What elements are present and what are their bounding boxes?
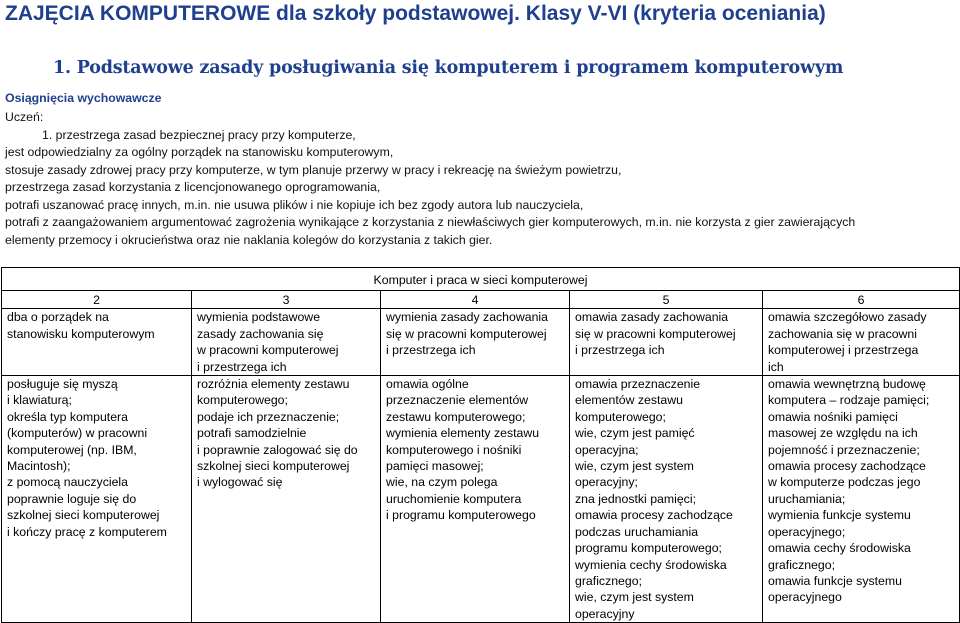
cell-line: graficznego; <box>768 557 835 572</box>
cell-line: zestawu komputerowego; <box>386 409 526 424</box>
grade-header: 6 <box>763 291 960 309</box>
cell-line: pojemność i przeznaczenie; <box>768 442 920 457</box>
cell-line: i przestrzega ich <box>197 359 287 374</box>
achievement-line: 1. przestrzega zasad bezpiecznej pracy przy komputerze, <box>42 127 356 142</box>
document-title: ZAJĘCIA KOMPUTEROWE dla szkoły podstawowej. Klasy V-VI (kryteria oceniania) <box>5 2 826 25</box>
cell-line: i programu komputerowego <box>386 508 536 523</box>
cell-line: potrafi samodzielnie <box>197 426 307 441</box>
cell-line: wymienia zasady zachowania <box>386 310 548 325</box>
achievement-line: potrafi z zaangażowaniem argumentować zagrożenia wynikające z korzystania z niewłaściwych gier komputerowych, m.in. nie korzysta z gier zawierających <box>5 215 856 229</box>
cell-line: z pomocą nauczyciela <box>7 475 128 490</box>
cell-line: wymienia podstawowe <box>197 310 321 325</box>
achievement-line: potrafi uszanować pracę innych, m.in. nie usuwa plików i nie kopiuje ich bez zgody autora lub nauczyciela, <box>5 197 584 212</box>
cell-line: wie, czym jest pamięć <box>575 426 695 441</box>
cell-line: omawia procesy zachodzące <box>768 459 926 474</box>
cell-line: uruchomienie komputera <box>386 491 522 506</box>
cell-line: wie, czym jest system <box>575 590 694 605</box>
cell-line: w komputerze podczas jego <box>768 475 921 490</box>
achievement-line: przestrzega zasad korzystania z licencjonowanego oprogramowania, <box>5 180 381 194</box>
cell-line: (komputerów) w pracowni <box>7 426 148 441</box>
cell-line: się w pracowni komputerowej <box>575 326 736 341</box>
grade-header: 3 <box>192 291 381 309</box>
cell-line: szkolnej sieci komputerowej <box>197 459 350 474</box>
cell-line: omawia ogólne <box>386 377 469 392</box>
cell-line: komputera – rodzaje pamięci; <box>768 393 930 408</box>
cell-line: elementów zestawu <box>575 393 683 408</box>
cell-line: operacyjny <box>575 606 635 621</box>
table-title: Komputer i praca w sieci komputerowej <box>2 268 960 291</box>
table-cell <box>570 309 763 376</box>
achievement-list <box>5 109 855 249</box>
criteria-table <box>1 267 960 623</box>
cell-line: szkolnej sieci komputerowej <box>7 508 160 523</box>
cell-line: wie, na czym polega <box>386 475 498 490</box>
section-heading: 1. Podstawowe zasady posługiwania się komputerem i programem komputerowym <box>53 58 844 78</box>
cell-line: komputerowego; <box>197 393 288 408</box>
achievements-heading: Osiągnięcia wychowawcze <box>5 91 162 105</box>
cell-line: operacyjna; <box>575 442 639 457</box>
cell-line: i kończy pracę z komputerem <box>7 524 167 539</box>
cell-line: operacyjny; <box>575 475 638 490</box>
cell-line: zna jednostki pamięci; <box>575 491 696 506</box>
cell-line: uruchamiania; <box>768 491 846 506</box>
cell-line: omawia zasady zachowania <box>575 310 729 325</box>
cell-line: masowej ze względu na ich <box>768 426 918 441</box>
table-cell <box>763 309 960 376</box>
cell-line: operacyjnego; <box>768 524 846 539</box>
cell-line: Macintosh); <box>7 459 71 474</box>
achievement-line: stosuje zasady zdrowej pracy przy komputerze, w tym planuje przerwy w pracy i rekreację na świeżym powietrzu, <box>5 162 622 177</box>
cell-line: poprawnie loguje się do <box>7 491 137 506</box>
achievement-line: elementy przemocy i okrucieństwa oraz nie naklania kolegów do korzystania z takich gier. <box>5 232 493 247</box>
cell-line: dba o porządek na <box>7 310 109 325</box>
cell-line: i przestrzega ich <box>575 343 665 358</box>
cell-line: określa typ komputera <box>7 409 128 424</box>
cell-line: omawia wewnętrzną budowę <box>768 377 926 392</box>
cell-line: wie, czym jest system <box>575 459 694 474</box>
cell-line: i klawiaturą; <box>7 393 72 408</box>
table-cell <box>192 376 381 623</box>
cell-line: komputerowego; <box>575 409 666 424</box>
table-cell <box>192 309 381 376</box>
cell-line: zachowania się w pracowni <box>768 326 918 341</box>
cell-line: posługuje się myszą <box>7 377 118 392</box>
table-row <box>2 376 960 623</box>
cell-line: przeznaczenie elementów <box>386 393 529 408</box>
cell-line: komputerowej (np. IBM, <box>7 442 137 457</box>
table-cell <box>2 309 192 376</box>
cell-line: wymienia funkcje systemu <box>768 508 911 523</box>
cell-line: omawia przeznaczenie <box>575 377 701 392</box>
cell-line: pamięci masowej; <box>386 459 484 474</box>
cell-line: podczas uruchamiania <box>575 524 699 539</box>
cell-line: podaje ich przeznaczenie; <box>197 409 340 424</box>
cell-line: graficznego; <box>575 573 642 588</box>
cell-line: i przestrzega ich <box>386 343 476 358</box>
student-label: Uczeń: <box>5 110 44 124</box>
cell-line: rozróżnia elementy zestawu <box>197 377 350 392</box>
cell-line: i poprawnie zalogować się do <box>197 442 358 457</box>
cell-line: w pracowni komputerowej <box>197 343 339 358</box>
table-cell <box>381 309 570 376</box>
cell-line: operacyjnego <box>768 590 842 605</box>
table-cell <box>381 376 570 623</box>
cell-line: komputerowej i przestrzega <box>768 343 919 358</box>
cell-line: omawia nośniki pamięci <box>768 409 898 424</box>
cell-line: omawia cechy środowiska <box>768 541 911 556</box>
grade-header: 5 <box>570 291 763 309</box>
grade-header: 2 <box>2 291 192 309</box>
cell-line: zasady zachowania się <box>197 326 324 341</box>
cell-line: i wylogować się <box>197 475 283 490</box>
cell-line: wymienia elementy zestawu <box>386 426 540 441</box>
grade-header: 4 <box>381 291 570 309</box>
cell-line: komputerowego i nośniki <box>386 442 522 457</box>
table-row <box>2 309 960 376</box>
table-cell <box>763 376 960 623</box>
cell-line: omawia szczegółowo zasady <box>768 310 927 325</box>
table-cell <box>570 376 763 623</box>
achievement-line: jest odpowiedzialny za ogólny porządek na stanowisku komputerowym, <box>5 145 394 159</box>
cell-line: programu komputerowego; <box>575 541 722 556</box>
cell-line: wymienia cechy środowiska <box>575 557 727 572</box>
cell-line: omawia procesy zachodzące <box>575 508 733 523</box>
cell-line: omawia funkcje systemu <box>768 573 902 588</box>
cell-line: ich <box>768 359 784 374</box>
cell-line: się w pracowni komputerowej <box>386 326 547 341</box>
cell-line: stanowisku komputerowym <box>7 326 155 341</box>
table-cell <box>2 376 192 623</box>
